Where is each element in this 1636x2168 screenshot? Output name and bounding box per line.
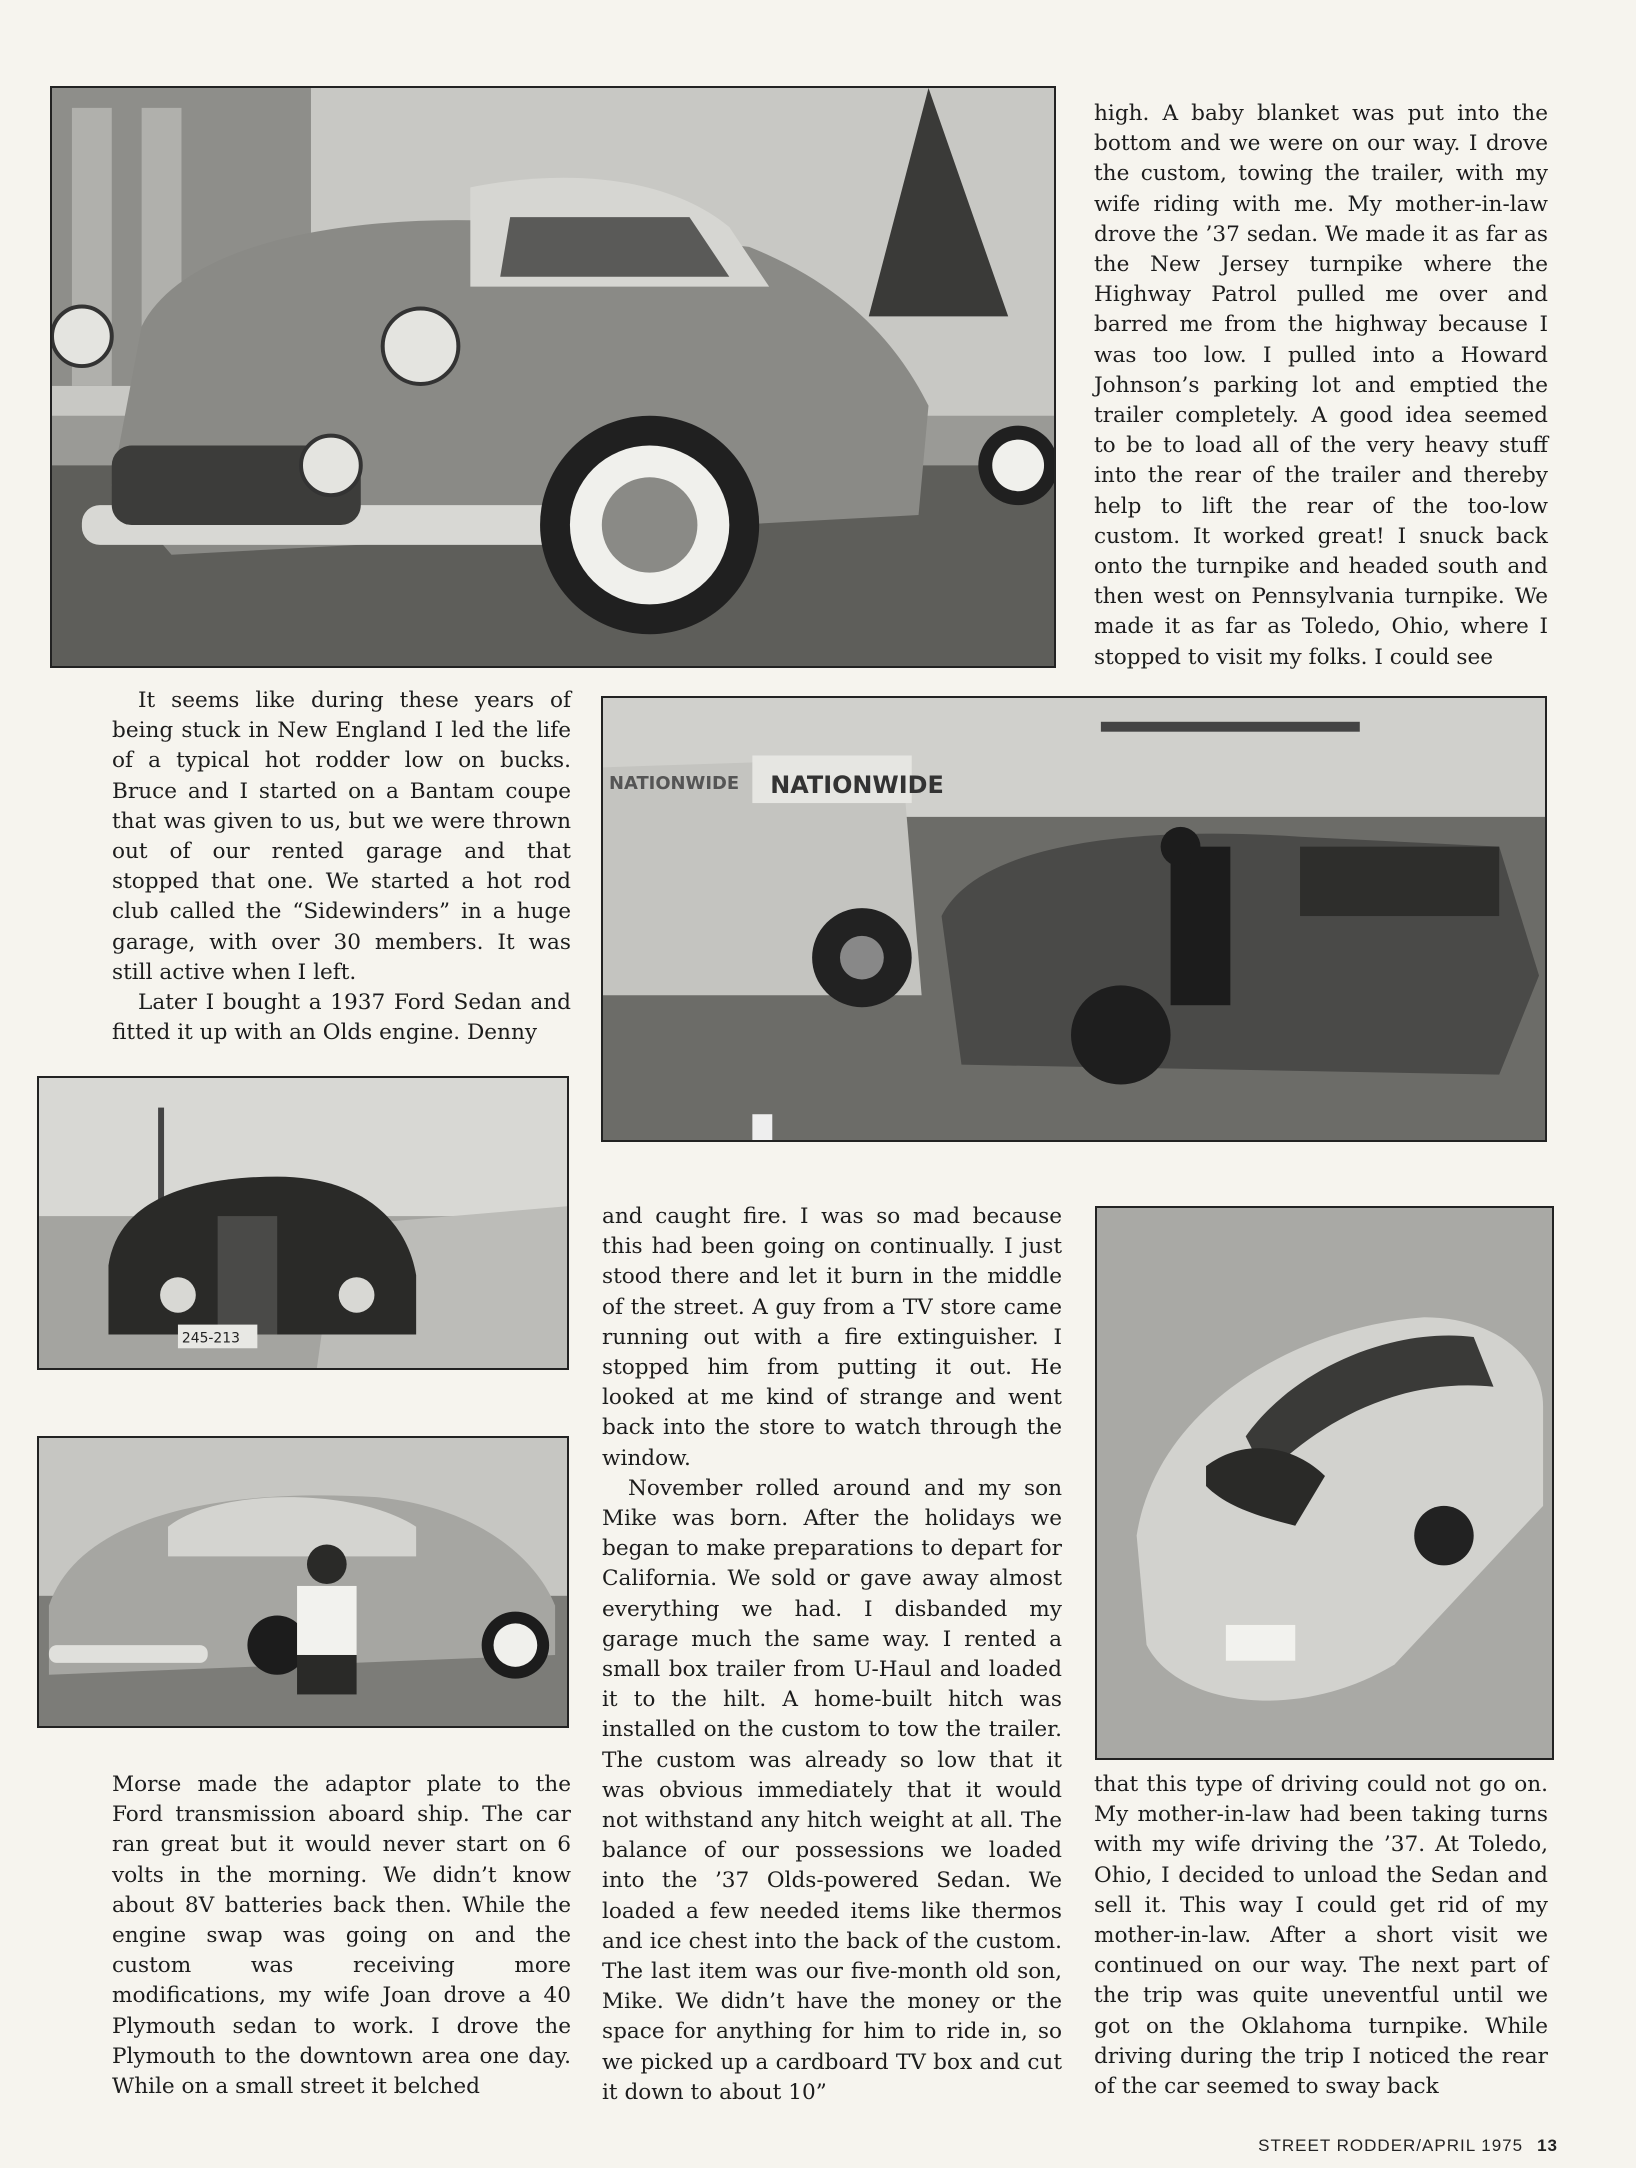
custom-rear-man-photo: [37, 1436, 569, 1728]
magazine-issue: STREET RODDER/APRIL 1975: [1258, 2136, 1524, 2155]
paragraph: and caught fire. I was so mad because this had been going on continually. I just stood there and let it burn in the middle of the street. A guy from a TV store came running out with a fire extinguisher. I stopped him from putting it out. He looked at me kind of strange and went back into the store to watch through the window.: [602, 1204, 1062, 1471]
paragraph: high. A baby blanket was put into the bottom and we were on our way. I drove the custom, towing the trailer, with my wife riding with me. My mother-in-law drove the ’37 sedan. We made it as far as the New Jersey turnpike where the Highway Patrol pulled me over and barred me from the highway because I was too low. I pulled into a Howard Johnson’s parking lot and emptied the trailer completely. A good idea seemed to be to load all of the very heavy stuff into the rear of the trailer and thereby help to lift the rear of the too-low custom. It worked great! I snuck back onto the turnpike and headed south and then west on Pennsylvania turnpike. We made it as far as Toledo, Ohio, where I stopped to visit my folks. I could see: [1094, 101, 1548, 670]
trailer-side-text: NATIONWIDE: [608, 773, 740, 795]
custom-car-front-photo: [50, 86, 1056, 668]
article-column-left-lower: [112, 1770, 571, 2102]
article-column-middle: [602, 1202, 1062, 2108]
ford-sedan-photo: [37, 1076, 569, 1370]
paragraph: It seems like during these years of being stuck in New England I led the life of a typical hot rodder low on bucks. Bruce and I started on a Bantam coupe that was given to us, but we were thrown out of our rented garage and that stopped that one. We started a hot rod club called the “Sidewinders” in a huge garage, with over 30 members. It was still active when I left.: [112, 688, 571, 985]
trailer-custom-photo: [601, 696, 1547, 1142]
trailer-sign-text: NATIONWIDE: [770, 771, 944, 800]
paragraph: that this type of driving could not go on. My mother-in-law had been taking turns with my wife driving the ’37. At Toledo, Ohio, I decided to unload the Sedan and sell it. This way I could get rid of my mother-in-law. After a short visit we continued on our way. The next part of the trip was quite uneventful until we got on the Oklahoma turnpike. While driving during the trip I noticed the rear of the car seemed to sway back: [1094, 1772, 1548, 2100]
license-plate-text: 245-213: [181, 1330, 240, 1347]
paragraph: November rolled around and my son Mike was born. After the holidays we began to make preparations to depart for California. We sold or gave away almost everything we had. I disbanded my garage much the same way. I rented a small box trailer from U-Haul and loaded it to the hilt. A home-built hitch was installed on the custom to tow the trailer. The custom was already so low that it was obvious immediately that it would not withstand any hitch weight at all. The balance of our possessions we loaded into the ’37 Olds-powered Sedan. We loaded a few needed items like thermos and ice chest into the back of the custom. The last item was our five-month old son, Mike. We didn’t have the money or the space for anything for him to ride in, so we picked up a cardboard TV box and cut it down to about 10”: [602, 1475, 1062, 2105]
custom-overhead-photo: [1095, 1206, 1554, 1760]
page-number: 13: [1537, 2136, 1558, 2155]
article-column-bottom-right: [1094, 1770, 1548, 2102]
article-column-left-upper: [112, 686, 571, 1048]
paragraph: Later I bought a 1937 Ford Sedan and fitted it up with an Olds engine. Denny: [112, 990, 571, 1046]
article-column-top-right: [1094, 99, 1548, 673]
page-footer: [1258, 2136, 1558, 2156]
paragraph: Morse made the adaptor plate to the Ford transmission aboard ship. The car ran great but it would never start on 6 volts in the morning. We didn’t know about 8V batteries back then. While the engine swap was going on and the custom was receiving more modifications, my wife Joan drove a 40 Plymouth sedan to work. I drove the Plymouth to the downtown area one day. While on a small street it belched: [112, 1772, 571, 2100]
